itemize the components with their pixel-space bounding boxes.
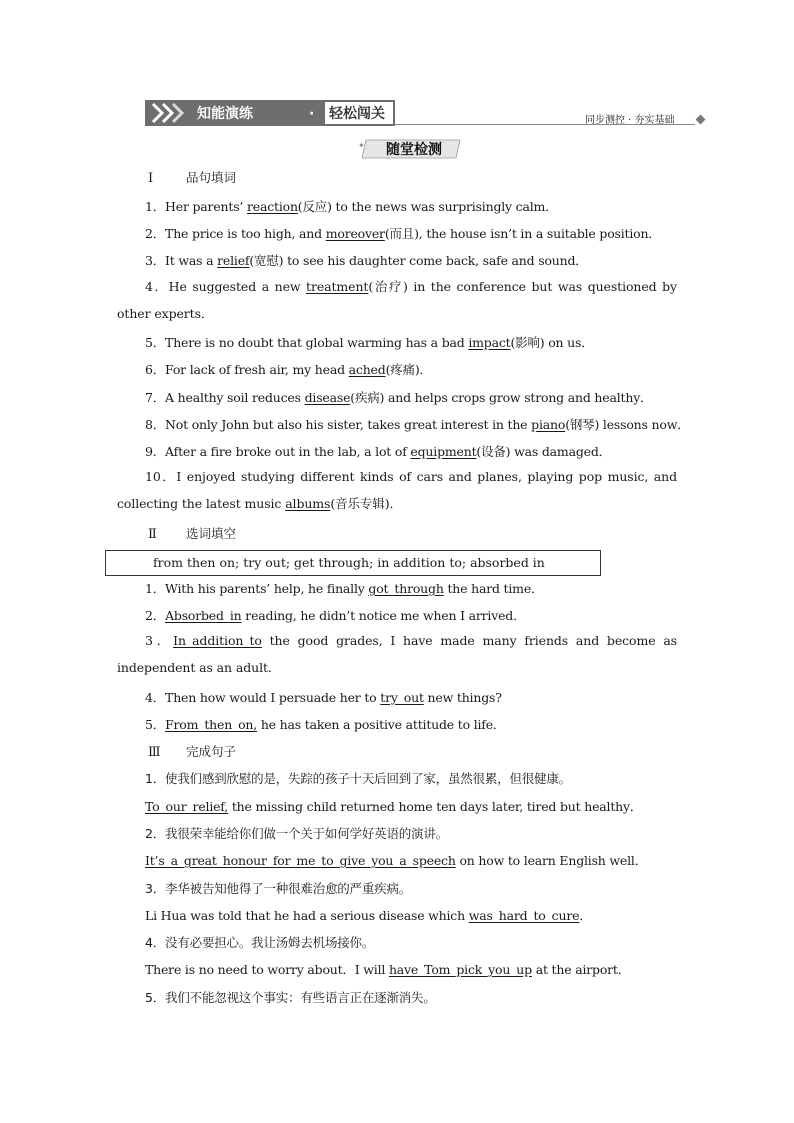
answer-text: moreover [325, 226, 385, 241]
list-item: 3．It was a relief(宽慰) to see his daughter come back, safe and sound． [145, 253, 588, 268]
answer-text: impact [468, 335, 511, 350]
word-bank-box [105, 550, 601, 576]
list-item: 1．Her parents’ reaction(反应) to the news was surprisingly calm． [145, 199, 558, 214]
chinese-prompt: 2．我很荣幸能给你们做一个关于如何学好英语的演讲。 [145, 826, 448, 841]
part3-heading [148, 742, 236, 760]
list-item: Li Hua was told that he had a serious disease which was_hard_to_cure． [145, 908, 592, 923]
chinese-prompt: 3．李华被告知他得了一种很难治愈的严重疾病。 [145, 881, 412, 896]
answer-text: piano [531, 417, 566, 432]
list-item: 2．Absorbed_in reading, he didn’t notice me when I arrived． [145, 608, 526, 623]
part2-number: Ⅱ [148, 527, 157, 542]
answer-text: From_then_on, [165, 717, 258, 732]
answer-text: was_hard_to_cure [468, 908, 580, 923]
section-banner [145, 100, 395, 126]
list-item: 5．There is no doubt that global warming has a bad impact(影响) on us． [145, 335, 594, 350]
banner-dot: · [309, 106, 315, 122]
list-item: There is no need to worry about．I will have_Tom_pick_you_up at the airport． [145, 962, 631, 977]
answer-text: It’s_a_great_honour_for_me_to_give_you_a_speech [145, 853, 456, 868]
section-title: 随堂检测 [386, 142, 442, 158]
answer-text: disease [304, 390, 351, 405]
answer-text: try_out [380, 690, 424, 705]
word-bank-text: from then on; try out; get through; in addition to; absorbed in [153, 555, 545, 570]
answer-text: reaction [246, 199, 298, 214]
answer-text: ached [348, 362, 386, 377]
answer-text: relief [217, 253, 250, 268]
sparkle-icon: ✦ [358, 141, 365, 150]
part1-number: Ⅰ [148, 171, 154, 186]
list-item: 2．The price is too high, and moreover(而且), the house isn’t in a suitable position． [145, 226, 661, 241]
answer-text: equipment [410, 444, 477, 459]
list-item: 7．A healthy soil reduces disease(疾病) and helps crops grow strong and healthy． [145, 390, 653, 405]
answer-text: got_through [368, 581, 444, 596]
part1-heading [148, 168, 236, 186]
list-item: 4．He suggested a new treatment(治疗) in the conference but was questioned by other experts． [117, 279, 677, 321]
list-item: To_our_relief, the missing child returned home ten days later, tired but healthy． [145, 799, 643, 814]
list-item: 9．After a fire broke out in the lab, a lot of equipment(设备) was damaged． [145, 444, 611, 459]
banner-right-text: 同步测控 · 夯实基础 [585, 115, 675, 126]
diamond-icon [696, 115, 706, 125]
part3-title: 完成句子 [186, 744, 237, 759]
answer-text: have_Tom_pick_you_up [388, 962, 532, 977]
list-item: 1．With his parents’ help, he finally got_through the hard time． [145, 581, 544, 596]
list-item: 10．I enjoyed studying different kinds of cars and planes, playing pop music, and collecting the latest music albums(音乐专辑)． [117, 469, 677, 511]
answer-text: In_addition_to [173, 633, 262, 648]
answer-text: treatment [306, 279, 369, 294]
list-item: 4．Then how would I persuade her to try_out new things? [145, 690, 502, 705]
part2-heading [148, 524, 236, 542]
list-item: 3．In_addition_to the good grades, I have made many friends and become as independent as an adult． [117, 633, 677, 675]
banner-left-text: 知能演练 [197, 106, 253, 122]
part2-title: 选词填空 [186, 526, 237, 541]
list-item: 8．Not only John but also his sister, takes great interest in the piano(钢琴) lessons now． [145, 417, 690, 432]
answer-text: Absorbed_in [165, 608, 242, 623]
list-item: 5．From_then_on, he has taken a positive attitude to life． [145, 717, 506, 732]
banner-highlight-text: 轻松闯关 [329, 106, 385, 122]
chinese-prompt: 4．没有必要担心。我让汤姆去机场接你。 [145, 935, 375, 950]
chinese-prompt: 1．使我们感到欣慰的是，失踪的孩子十天后回到了家，虽然很累，但很健康。 [145, 771, 571, 786]
list-item: 6．For lack of fresh air, my head ached(疼痛)． [145, 362, 432, 377]
answer-text: albums [285, 496, 331, 511]
answer-text: To_our_relief, [145, 799, 229, 814]
chinese-prompt: 5．我们不能忽视这个事实：有些语言正在逐渐消失。 [145, 990, 436, 1005]
part3-number: Ⅲ [148, 745, 161, 760]
part1-title: 品句填词 [186, 170, 237, 185]
section-title-badge [356, 138, 466, 160]
list-item: It’s_a_great_honour_for_me_to_give_you_a_speech on how to learn English well． [145, 853, 648, 868]
